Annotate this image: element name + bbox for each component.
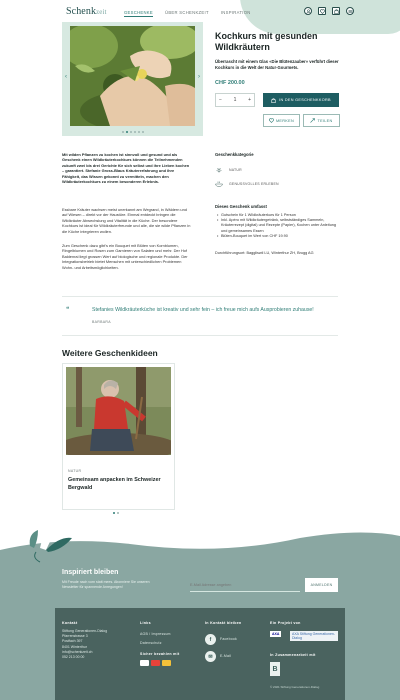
heart-icon[interactable]	[318, 7, 326, 15]
footer-link-agb[interactable]: AGB / Impressum	[140, 632, 171, 636]
footer-links-heading: Links	[140, 621, 151, 625]
includes-list	[221, 213, 341, 239]
quantity-increase-button[interactable]: +	[248, 97, 251, 103]
product-price: CHF 200.00	[215, 80, 245, 86]
footer-support-heading: In Zusammenarbeit mit	[270, 653, 316, 657]
copyright: © 2021 Stiftung Generationen-Dialog	[270, 685, 320, 689]
newsletter-title: Inspiriert bleiben	[62, 569, 119, 576]
footer-background	[0, 528, 400, 700]
logo-sub: zeit	[96, 8, 107, 16]
share-label: TEILEN	[317, 118, 333, 123]
carousel-dot[interactable]	[117, 512, 119, 514]
category-natur[interactable]	[215, 167, 242, 173]
description-intro: Mit wilden Pflanzen zu kochen ist sinnvoll und gesund und als Geschenk einen Wildkräuterkochkurs können die Teilnehmenden zukunft zwei bis drei Gerichte für sich selbst und ihre Lieben kochen – garantiert. Stefanie Gross-Blaus Kräutererfahrung und ihre Fähigkeit, das Wissen gekonnt zu vermitteln, machen den Wildkräuterkochkurs zu einem besonderen Erlebnis.	[62, 152, 190, 185]
wishlist-button[interactable]	[263, 114, 300, 127]
category-genuss[interactable]	[215, 181, 279, 187]
postfinance-icon	[162, 660, 171, 666]
stiftung-logo[interactable]: AXA Stiftung Generationen-Dialog	[290, 631, 338, 641]
nav-inspiration[interactable]: INSPIRATION	[220, 10, 251, 15]
location-text: Durchführungsort: Baggliswil LU, Winterthur ZH, Brugg AG	[215, 251, 314, 255]
bag-icon[interactable]	[332, 7, 340, 15]
gallery-dot[interactable]	[138, 131, 140, 133]
footer-project-heading: Ein Projekt von	[270, 621, 301, 625]
bowl-icon	[215, 181, 223, 187]
divider	[62, 296, 338, 297]
contact-email-link[interactable]: info@schenkzeit.ch	[62, 649, 93, 654]
gallery-dot[interactable]	[130, 131, 132, 133]
product-photo[interactable]	[70, 26, 195, 126]
leaf-icon	[215, 167, 223, 173]
includes-item: • Gutschein für 1 Wildkräuterkurs für 1 Person	[221, 213, 341, 218]
testimonial-author: BARBARA	[92, 320, 111, 324]
partner-logo[interactable]: B	[270, 662, 280, 676]
card-category: NATUR	[68, 469, 82, 473]
footer-link-datenschutz[interactable]: Datenschutz	[140, 641, 162, 645]
includes-item: • Inkl. Apéro mit Wildkräutergetränk, selbstständiges Sammeln, Kräuterrezept (digital) und Rezepte (Papier), Kochen unter Anleitung und gemeinsames Essen	[221, 218, 341, 234]
logo-main: Schenk	[66, 6, 97, 17]
header-icons	[304, 7, 354, 15]
gallery-next-button[interactable]: ›	[198, 74, 200, 80]
email-link[interactable]: E-Mail	[220, 654, 232, 658]
share-button[interactable]	[303, 114, 340, 127]
gallery-dot[interactable]	[122, 131, 124, 133]
gallery-prev-button[interactable]: ‹	[65, 74, 67, 80]
carousel-dots	[113, 512, 119, 514]
nav-ueber-schenkzeit[interactable]: ÜBER SCHENKZEIT	[165, 10, 209, 15]
share-icon	[310, 118, 315, 123]
bag-icon	[271, 98, 276, 103]
gallery-dot[interactable]	[126, 131, 128, 133]
logo[interactable]	[66, 6, 107, 17]
carousel-dot[interactable]	[113, 512, 115, 514]
heart-icon	[269, 118, 274, 123]
facebook-icon[interactable]: f	[205, 634, 216, 645]
includes-heading: Dieses Geschenk umfasst	[215, 204, 267, 209]
contact-line: 8401 Winterthur	[62, 644, 87, 649]
newsletter-submit-button[interactable]: ANMELDEN	[305, 578, 338, 592]
divider	[62, 335, 338, 336]
section-title: Weitere Geschenkideen	[62, 348, 158, 358]
axa-logo[interactable]: AXA	[272, 632, 280, 636]
newsletter-text: Mit Freude nach vorn statt mees. Abonniere Sie unseren Newsletter für spannende Anregungen!	[62, 580, 150, 589]
add-to-cart-button[interactable]	[263, 93, 339, 107]
main-nav	[124, 10, 251, 17]
description-p3: Zum Geschenk dazu gibt's ein Bouquet mit Blüten von Kornblumen, Ringelblumen und Rosen zum Garnieren von Salaten und mehr. Der Hof Baldenrai liegt grossen Wert auf biologische und regionale Produkte. Der Integrationsbetrieb bietet Menschen mit unterschiedlichen Problemen Wohn- und Arbeitsmöglichkeiten.	[62, 243, 188, 270]
nav-geschenke[interactable]: GESCHENKE	[124, 10, 153, 15]
user-icon[interactable]	[304, 7, 312, 15]
mail-icon[interactable]: ✉	[205, 651, 216, 662]
testimonial-text: Stefanies Wildkräuterküche ist kreativ und sehr fein – ich freue mich aufs Ausprobieren zuhause!	[92, 307, 314, 313]
quantity-stepper	[215, 93, 255, 107]
gallery-dot[interactable]	[134, 131, 136, 133]
product-subtitle: Überrascht mit einem Glas «Die Blütenzauber» verführt dieser Kochkurs in die Welt der Natur-Gourmets.	[215, 59, 339, 70]
footer-pay-heading: Sicher bezahlen mit	[140, 652, 180, 656]
quantity-decrease-button[interactable]: −	[219, 97, 222, 103]
facebook-link[interactable]: Facebook	[220, 637, 237, 641]
newsletter-email-input[interactable]	[190, 578, 300, 592]
category-label: NATUR	[229, 168, 242, 172]
footer-social-heading: In Kontakt bleiben	[205, 621, 242, 625]
product-gallery	[62, 22, 203, 136]
quote-icon: ❝	[66, 307, 70, 313]
category-heading: Geschenkkategorie	[215, 152, 254, 157]
quantity-value[interactable]: 1	[233, 97, 237, 103]
card-title[interactable]: Gemeinsam anpacken im Schweizer Bergwald	[68, 477, 161, 491]
product-card[interactable]	[62, 363, 175, 510]
footer-contact	[62, 629, 107, 660]
contact-line: Pfarrenstrasse 3	[62, 634, 88, 639]
wishlist-label: MERKEN	[275, 118, 295, 123]
card-photo[interactable]	[66, 367, 171, 455]
mastercard-icon	[151, 660, 160, 666]
contact-line: Stiftung Generationen-Dialog	[62, 629, 108, 633]
category-label: GENUSSVOLLES ERLEBEN	[229, 182, 279, 186]
menu-icon[interactable]	[346, 7, 354, 15]
contact-line: Postfach 397	[62, 639, 83, 644]
includes-item: • Blüten-Bouquet im Wert von CHF 19.90	[221, 234, 341, 239]
description-p2: Essbare Kräuter wachsen meist unerkannt am Wegrand, in Wäldern und auf Wiesen – direkt vor der Haustüre. Einmal entdeckt bringen die Wildkräuter Abwechslung und Vitalität in die Küche. Der besondere Kochkurs ist ideal für Wildkräuterfreunde und alle, die sie wilde Pflanzen in die Küche integrieren wollen.	[62, 207, 191, 234]
header-decoration	[240, 0, 400, 34]
footer-contact-heading: Kontakt	[62, 621, 78, 625]
visa-icon	[140, 660, 149, 666]
gallery-dots	[62, 131, 203, 133]
product-title: Kochkurs mit gesunden Wildkräutern	[215, 31, 318, 52]
gallery-dot[interactable]	[142, 131, 144, 133]
contact-phone[interactable]: 052 213 00 00	[62, 655, 85, 660]
add-to-cart-label: IN DEN GESCHENKKORB	[279, 98, 331, 102]
